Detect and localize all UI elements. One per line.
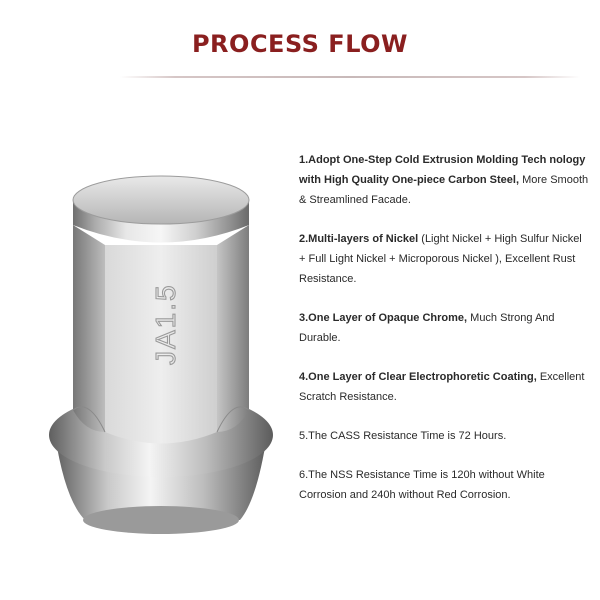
process-step-text: (Light Nickel + High Sulfur Nickel + Full Light Nickel + Microporous Nickel ), Excellent Rust Resistance. [299, 233, 582, 285]
page-title: PROCESS FLOW [191, 30, 409, 58]
process-step-text: Excellent Scratch Resistance. [299, 371, 585, 403]
nut-marking: JA1.5 [150, 283, 181, 365]
process-step-lead: 1.Adopt One-Step Cold Extrusion Molding Tech nology with High Quality One-piece Carbon Steel, [299, 154, 586, 186]
seat-bottom [83, 506, 239, 534]
process-step-lead: 2.Multi-layers of Nickel [299, 233, 419, 245]
process-step [299, 150, 589, 210]
process-step-lead: 4.One Layer of Clear Electrophoretic Coating, [299, 371, 537, 383]
process-step [299, 308, 589, 348]
process-step [299, 229, 589, 289]
hex-face-left [73, 225, 105, 432]
hex-face-right [217, 225, 249, 432]
process-step-text: Much Strong And Durable. [299, 312, 555, 344]
process-step-text: More Smooth & Streamlined Facade. [299, 174, 589, 206]
lug-nut-illustration [25, 170, 295, 550]
process-step [299, 367, 589, 407]
process-step [299, 465, 589, 505]
title-divider [120, 76, 580, 78]
process-step-lead: 3.One Layer of Opaque Chrome, [299, 312, 468, 324]
process-step [299, 426, 589, 446]
process-step-text: 5.The CASS Resistance Time is 72 Hours. [299, 430, 507, 442]
process-step-text: 6.The NSS Resistance Time is 120h without White Corrosion and 240h without Red Corrosion. [299, 469, 545, 501]
top-cap-face [73, 176, 249, 224]
process-steps-list [299, 150, 589, 524]
